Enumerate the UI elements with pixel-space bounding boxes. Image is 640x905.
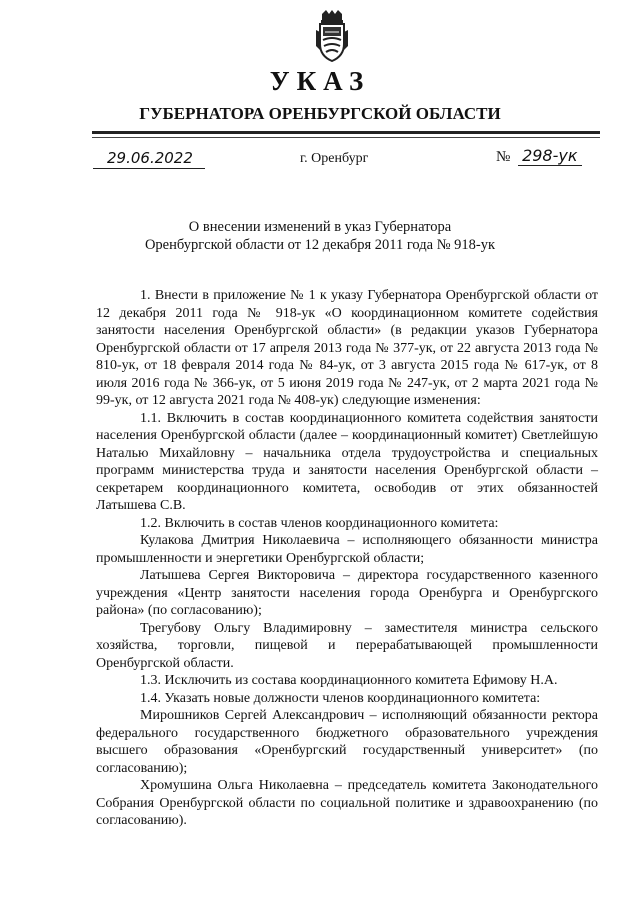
paragraph-member-miroshnikov: Мирошников Сергей Александрович – исполняющий обязанности ректора федерального государственного бюджетного образовательного учреждения высшего образования «Оренбургский государственный университет» (по согласованию); [96, 708, 598, 776]
number-prefix: № [496, 149, 511, 165]
paragraph-1-1: 1.1. Включить в состав координационного комитета содействия занятости населения Оренбургской области (далее – координационный комитет) Светлейшую Наталью Михайловну – начальника отдела трудоустройства и специальных программ министерства труда и занятости населения Оренбургской области – секретарем координационного комитета, освободив от этих обязанностей Латышева С.В. [96, 410, 598, 513]
header-divider-thick [92, 131, 600, 134]
paragraph-1-4: 1.4. Указать новые должности членов координационного комитета: [140, 690, 541, 706]
number-value: 298-ук [518, 146, 581, 166]
heading-line-1: О внесении изменений в указ Губернатора [188, 219, 452, 235]
header-divider-thin [92, 137, 600, 138]
paragraph-1-2: 1.2. Включить в состав членов координационного комитета: [140, 515, 499, 531]
paragraph-member-khromushina: Хромушина Ольга Николаевна – председатель комитета Законодательного Собрания Оренбургской области по социальной политике и здравоохранению (по согласованию). [96, 778, 598, 828]
document-city: г. Оренбург [300, 151, 369, 166]
paragraph-1: 1. Внести в приложение № 1 к указу Губернатора Оренбургской области от 12 декабря 2011 года № 918-ук «О координационном комитете содействия занятости населения Оренбургской области» (в редакции указов Губернатора Оренбургской области от 17 апреля 2013 года № 377-ук, от 22 августа 2013 года № 810-ук, от 18 февраля 2014 года № 84-ук, от 3 августа 2015 года № 617-ук, от 8 июля 2016 года № 366-ук, от 5 июня 2019 года № 247-ук, от 2 марта 2021 года № 99-ук, от 12 августа 2021 года № 408-ук) следующие изменения: [96, 288, 598, 408]
coat-of-arms-icon [312, 10, 352, 62]
document-number [496, 146, 582, 166]
paragraph-member-kulakov: Кулакова Дмитрия Николаевича – исполняющего обязанности министра промышленности и энергетики Оренбургской области; [96, 533, 598, 566]
document-date: 29.06.2022 [93, 148, 205, 169]
heading-line-2: Оренбургской области от 12 декабря 2011 года № 918-ук [144, 237, 496, 253]
document-body [96, 287, 598, 830]
document-subtitle: ГУБЕРНАТОРА ОРЕНБУРГСКОЙ ОБЛАСТИ [139, 104, 501, 123]
paragraph-member-tregubova: Трегубову Ольгу Владимировну – заместителя министра сельского хозяйства, торговли, пищевой и перерабатывающей промышленности Оренбургской области. [96, 620, 598, 671]
document-heading [0, 218, 640, 254]
paragraph-1-3: 1.3. Исключить из состава координационного комитета Ефимову Н.А. [140, 673, 558, 688]
paragraph-member-latyshev: Латышева Сергея Викторовича – директора государственного казенного учреждения «Центр занятости населения города Оренбурга и Оренбургского района» (по согласованию); [96, 568, 598, 618]
document-title: УКАЗ [269, 66, 371, 96]
